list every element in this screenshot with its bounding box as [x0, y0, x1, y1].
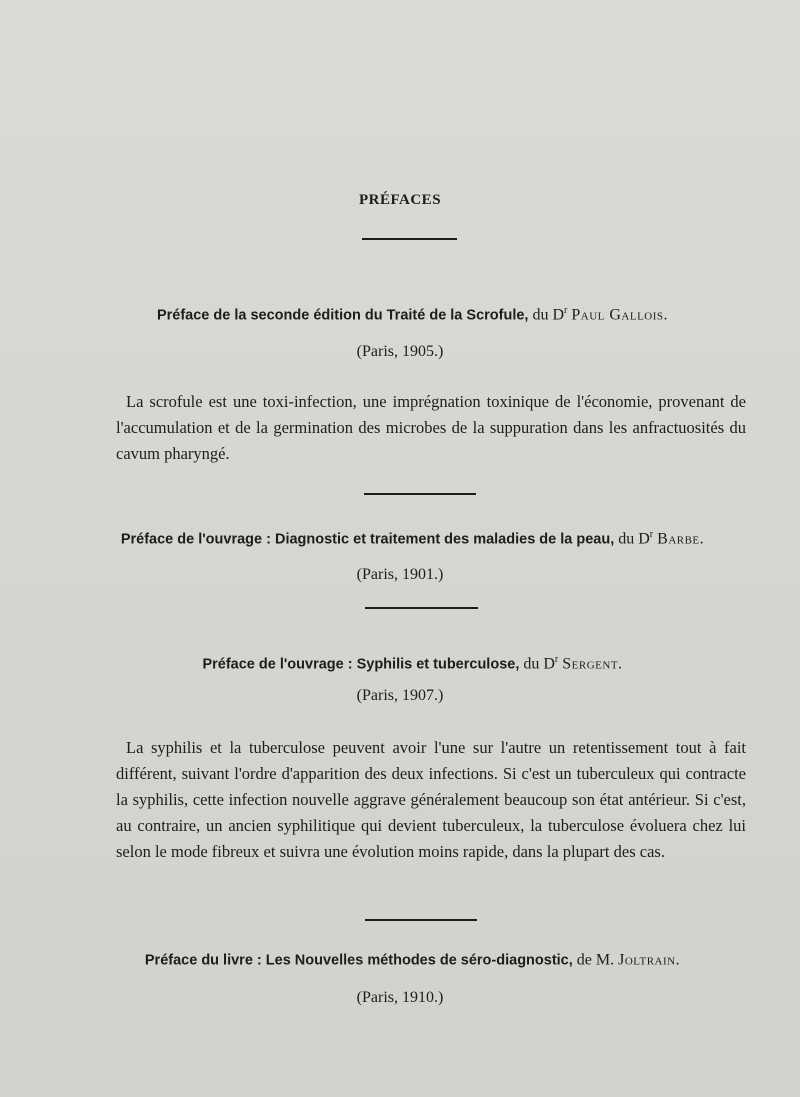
preface-2-rule [365, 607, 478, 609]
page-heading: PRÉFACES [358, 192, 442, 208]
preface-3-title-rest: du D [523, 655, 555, 673]
preface-1-title [40, 305, 785, 324]
preface-2-title-bold: Préface de l'ouvrage : Diagnostic et traitement des maladies de la peau, [120, 531, 615, 548]
heading-rule [362, 238, 457, 240]
preface-2-author: Barbe. [657, 530, 705, 548]
preface-4-title-rest: de M. [576, 951, 615, 969]
preface-4-title-bold: Préface du livre : Les Nouvelles méthodes de séro-diagnostic, [144, 952, 573, 969]
preface-4-date: (Paris, 1910.) [356, 989, 444, 1006]
preface-4-title [40, 950, 785, 969]
preface-2-date: (Paris, 1901.) [356, 566, 444, 583]
preface-3-text: La syphilis et la tuberculose peuvent avoir l'une sur l'autre un retentissement tout à fait différent, suivant l'ordre d'apparition des deux infections. Si c'est un tuberculeux qui contracte la syphilis, cette infection nouvelle aggrave généralement beaucoup son état antérieur. Si c'est, au contraire, un ancien syphilitique qui devient tuberculeux, la tuberculose évoluera chez lui selon le mode fibreux et suivra une évolution moins rapide, dans la plupart des cas. [116, 738, 746, 861]
preface-3-title [40, 654, 785, 673]
preface-1-title-sup: r [564, 305, 568, 316]
preface-1-title-rest: du D [532, 306, 565, 324]
preface-4-author: Joltrain. [618, 951, 681, 969]
preface-3-rule [365, 919, 477, 921]
preface-3-title-sup: r [554, 654, 559, 665]
preface-3-title-bold: Préface de l'ouvrage : Syphilis et tuberculose, [202, 656, 520, 673]
preface-1-rule [364, 493, 476, 495]
preface-2-title [40, 529, 785, 548]
preface-1-text: La scrofule est une toxi-infection, une imprégnation toxinique de l'économie, provenant de l'accumulation et de la germination des microbes de la suppuration dans les anfractuosités du cavum pharyngé. [116, 392, 746, 463]
preface-1-title-bold: Préface de la seconde édition du Traité de la Scrofule, [156, 307, 529, 324]
preface-3-date: (Paris, 1907.) [356, 687, 444, 704]
preface-3-author: Sergent. [562, 655, 623, 673]
preface-1-author: Paul Gallois. [571, 306, 669, 324]
preface-1-date: (Paris, 1905.) [356, 343, 444, 360]
preface-2-title-rest: du D [618, 530, 650, 548]
preface-2-title-sup: r [649, 529, 654, 540]
